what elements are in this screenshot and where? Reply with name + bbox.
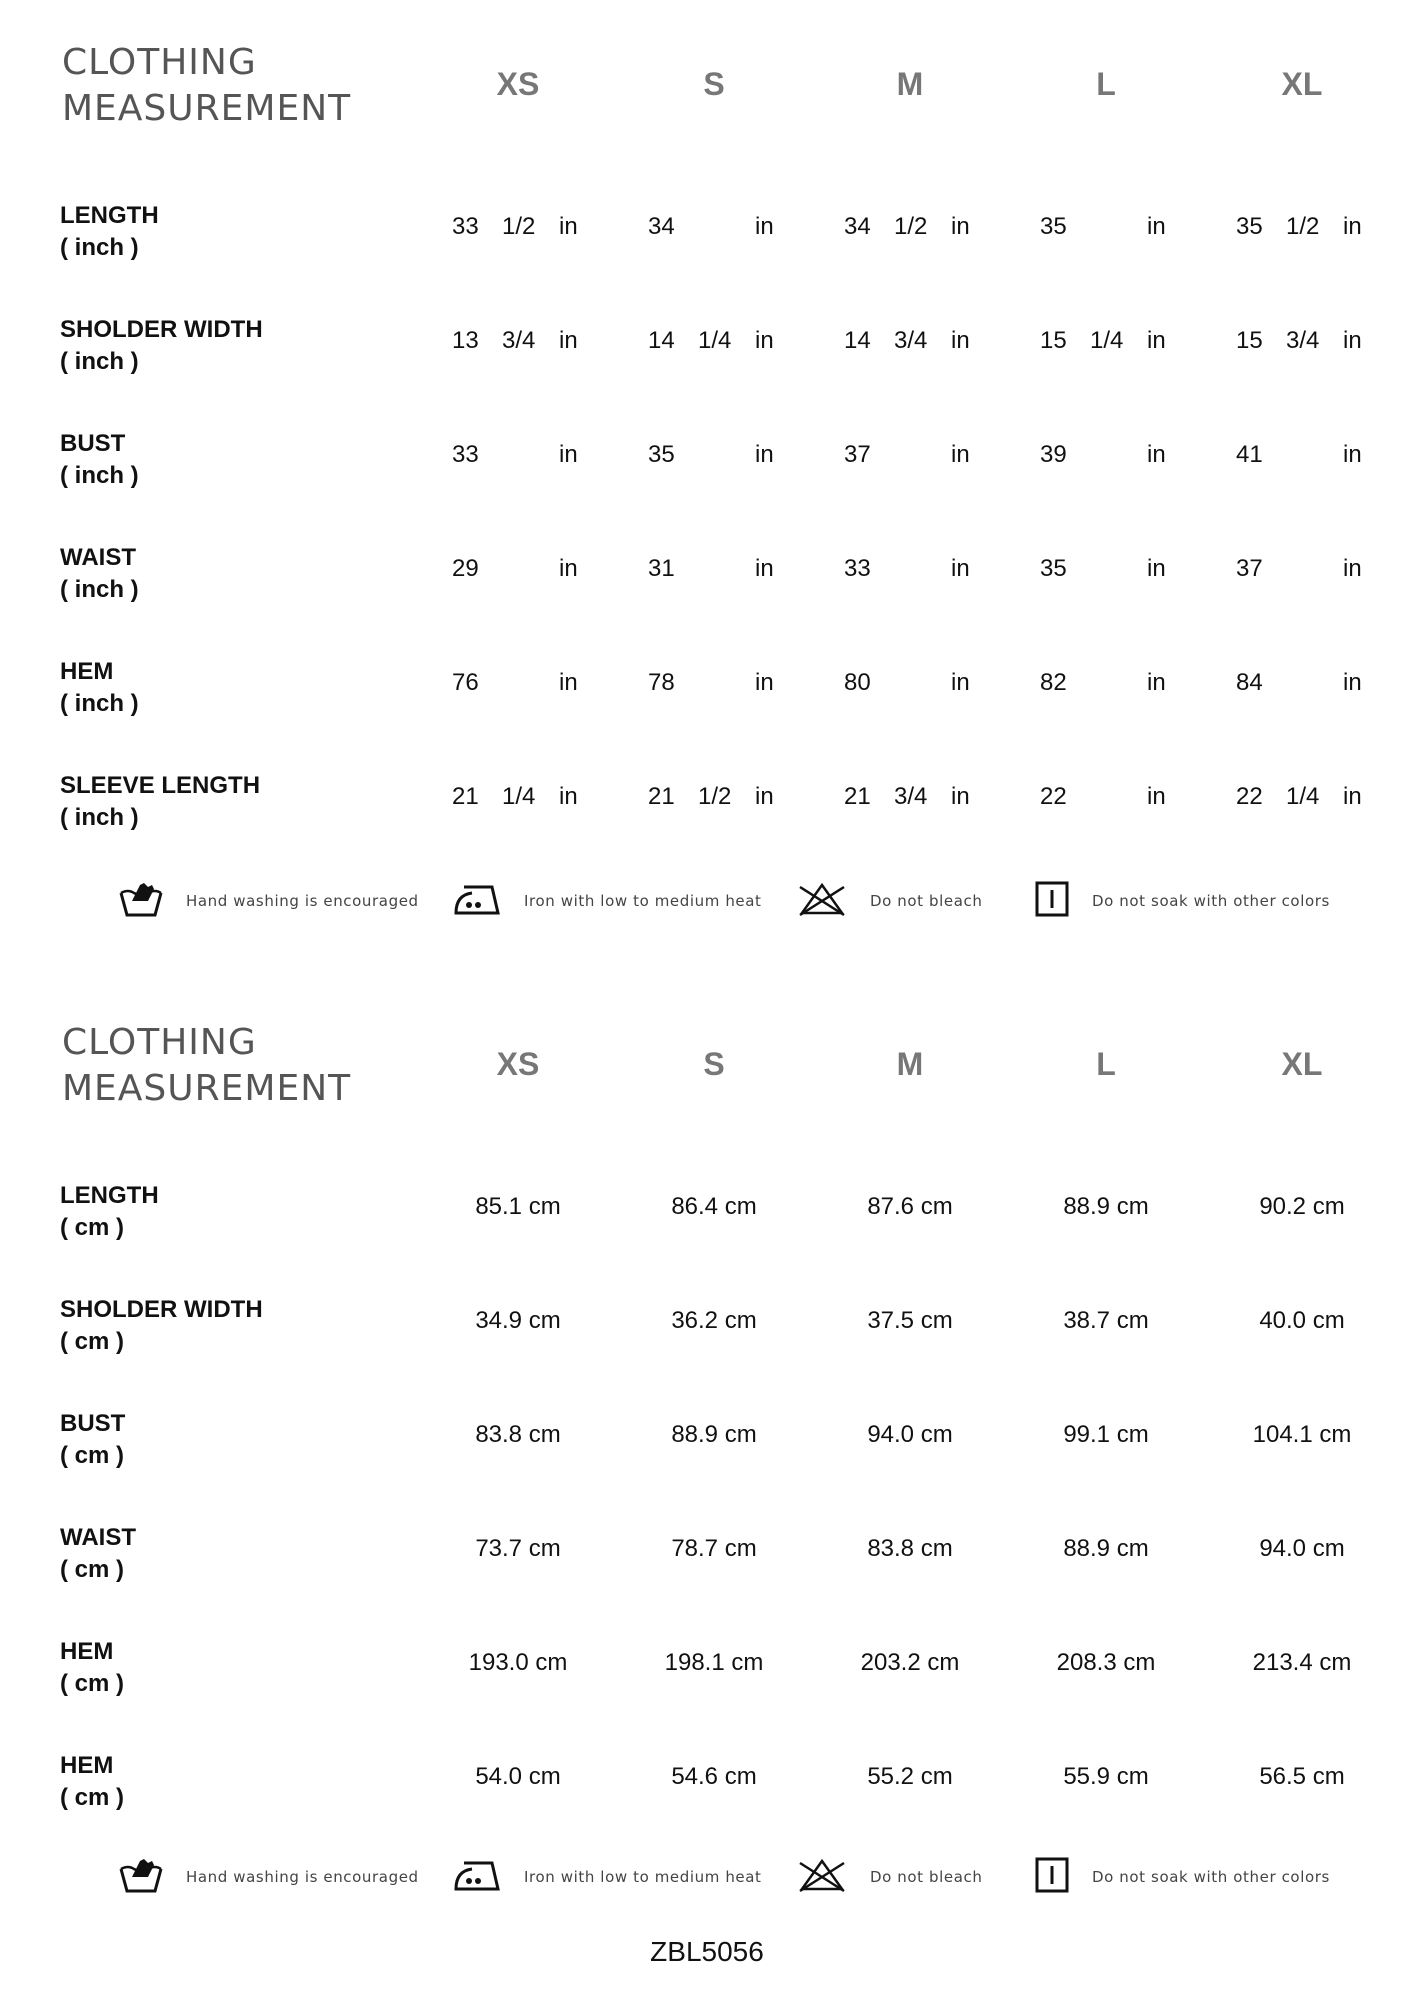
row-label-name: LENGTH [60,1182,159,1209]
care-text: Do not soak with other colors [1092,1868,1330,1886]
value-cm: 203.2 cm [860,1649,960,1676]
value-unit: in [1147,327,1166,354]
value-whole: 76 [452,669,479,696]
value-cm: 34.9 cm [475,1307,561,1334]
value-cm: 85.1 cm [475,1193,561,1220]
care-text: Do not soak with other colors [1092,892,1330,910]
value-cm: 90.2 cm [1259,1193,1345,1220]
value-whole: 21 [648,783,675,810]
value-whole: 35 [1040,555,1067,582]
value-unit: in [559,213,578,240]
value-cm: 54.6 cm [671,1763,757,1790]
value-cm: 94.0 cm [1259,1535,1345,1562]
size-header-l: L [1096,66,1116,102]
care-item [796,1852,983,1902]
value-unit: in [755,213,774,240]
row-label-name: HEM [60,1752,114,1779]
inch-table-title [62,40,351,132]
row-label-name: WAIST [60,544,136,571]
value-whole: 15 [1040,327,1067,354]
row-label-unit: ( cm ) [60,1784,125,1811]
value-whole: 29 [452,555,479,582]
value-whole: 34 [844,213,871,240]
value-unit: in [1343,783,1362,810]
row-label [60,770,260,834]
value-unit: in [1343,327,1362,354]
value-fraction: 1/4 [698,327,732,354]
row-label-unit: ( cm ) [60,1670,125,1697]
value-unit: in [951,441,970,468]
value-whole: 22 [1040,783,1067,810]
value-cm: 40.0 cm [1259,1307,1345,1334]
row-label [60,1750,124,1814]
size-header-xl: XL [1281,66,1323,102]
value-unit: in [1147,441,1166,468]
no-bleach-icon [796,881,848,922]
value-fraction: 1/2 [502,213,536,240]
value-unit: in [559,555,578,582]
value-cm: 193.0 cm [468,1649,568,1676]
value-cm: 86.4 cm [671,1193,757,1220]
value-cm: 99.1 cm [1063,1421,1149,1448]
row-label [60,200,159,264]
value-cm: 88.9 cm [671,1421,757,1448]
value-whole: 13 [452,327,479,354]
value-whole: 33 [452,441,479,468]
value-unit: in [1147,783,1166,810]
row-label-unit: ( cm ) [60,1214,125,1241]
no-soak-icon [1034,1855,1070,1900]
care-item [452,876,762,926]
row-label-name: SHOLDER WIDTH [60,316,263,343]
value-whole: 22 [1236,783,1263,810]
title-line-2: MEASUREMENT [62,1068,352,1109]
row-label-unit: ( inch ) [60,576,139,603]
value-whole: 39 [1040,441,1067,468]
row-label-unit: ( inch ) [60,690,139,717]
care-text: Iron with low to medium heat [524,892,762,910]
value-fraction: 1/4 [1090,327,1124,354]
value-fraction: 1/4 [502,783,536,810]
value-fraction: 1/4 [1286,783,1320,810]
table-row [0,1180,1414,1260]
care-text: Iron with low to medium heat [524,1868,762,1886]
care-text: Hand washing is encouraged [186,892,419,910]
size-header-xl: XL [1281,1046,1323,1082]
value-whole: 33 [452,213,479,240]
inch-measurement-section [0,0,1414,960]
value-unit: in [755,327,774,354]
value-unit: in [559,327,578,354]
value-cm: 88.9 cm [1063,1535,1149,1562]
value-cm: 87.6 cm [867,1193,953,1220]
row-label [60,656,139,720]
row-label-name: WAIST [60,1524,136,1551]
value-fraction: 3/4 [894,327,928,354]
value-unit: in [755,441,774,468]
value-fraction: 3/4 [1286,327,1320,354]
value-cm: 37.5 cm [867,1307,953,1334]
row-label [60,1636,124,1700]
value-fraction: 1/2 [698,783,732,810]
table-row [0,1522,1414,1602]
size-header-m: M [896,66,924,102]
value-cm: 55.2 cm [867,1763,953,1790]
value-cm: 55.9 cm [1063,1763,1149,1790]
value-cm: 78.7 cm [671,1535,757,1562]
size-header-s: S [703,66,725,102]
row-label-unit: ( cm ) [60,1328,125,1355]
row-label-unit: ( cm ) [60,1442,125,1469]
table-row [0,314,1414,394]
value-unit: in [1147,555,1166,582]
value-unit: in [755,783,774,810]
care-item [452,1852,762,1902]
value-whole: 35 [1040,213,1067,240]
table-row [0,1750,1414,1830]
table-row [0,656,1414,736]
value-fraction: 1/2 [1286,213,1320,240]
value-whole: 37 [1236,555,1263,582]
value-cm: 213.4 cm [1252,1649,1352,1676]
value-unit: in [951,669,970,696]
value-cm: 208.3 cm [1056,1649,1156,1676]
value-whole: 31 [648,555,675,582]
value-unit: in [951,555,970,582]
value-whole: 34 [648,213,675,240]
value-cm: 104.1 cm [1252,1421,1352,1448]
row-label-name: HEM [60,1638,114,1665]
value-whole: 84 [1236,669,1263,696]
row-label [60,1522,136,1586]
size-header-m: M [896,1046,924,1082]
row-label-unit: ( inch ) [60,348,139,375]
table-row [0,1636,1414,1716]
row-label-unit: ( inch ) [60,804,139,831]
row-label-name: LENGTH [60,202,159,229]
title-line-1: CLOTHING [62,42,257,83]
title-line-1: CLOTHING [62,1022,257,1063]
value-cm: 83.8 cm [867,1535,953,1562]
iron-icon [452,881,502,922]
value-unit: in [1343,555,1362,582]
value-cm: 198.1 cm [664,1649,764,1676]
value-unit: in [755,555,774,582]
value-whole: 21 [844,783,871,810]
value-whole: 37 [844,441,871,468]
care-item [1034,1852,1330,1902]
value-unit: in [1343,441,1362,468]
value-unit: in [559,441,578,468]
row-label [60,428,139,492]
value-cm: 38.7 cm [1063,1307,1149,1334]
value-cm: 73.7 cm [475,1535,561,1562]
value-fraction: 3/4 [894,783,928,810]
table-row [0,428,1414,508]
value-unit: in [951,213,970,240]
care-instructions [0,1852,1414,1902]
care-item [796,876,983,926]
row-label [60,1294,263,1358]
value-whole: 33 [844,555,871,582]
value-unit: in [559,669,578,696]
value-cm: 88.9 cm [1063,1193,1149,1220]
row-label-name: BUST [60,1410,126,1437]
row-label [60,1180,159,1244]
row-label [60,314,263,378]
table-row [0,542,1414,622]
row-label-unit: ( inch ) [60,234,139,261]
table-row [0,770,1414,850]
size-header-l: L [1096,1046,1116,1082]
hand-wash-icon [118,1855,164,1900]
no-bleach-icon [796,1857,848,1898]
value-cm: 54.0 cm [475,1763,561,1790]
value-whole: 15 [1236,327,1263,354]
value-unit: in [755,669,774,696]
value-unit: in [1343,213,1362,240]
value-whole: 14 [844,327,871,354]
care-instructions [0,876,1414,926]
value-unit: in [1343,669,1362,696]
value-whole: 78 [648,669,675,696]
row-label [60,1408,125,1472]
row-label-name: SHOLDER WIDTH [60,1296,263,1323]
value-whole: 14 [648,327,675,354]
row-label-name: HEM [60,658,114,685]
value-unit: in [951,327,970,354]
value-whole: 21 [452,783,479,810]
value-whole: 80 [844,669,871,696]
size-header-xs: XS [496,66,540,102]
value-unit: in [951,783,970,810]
product-code: ZBL5056 [650,1936,764,1967]
row-label [60,542,139,606]
hand-wash-icon [118,879,164,924]
cm-table-title [62,1020,351,1112]
care-item [118,876,419,926]
care-text: Do not bleach [870,892,983,910]
table-row [0,1408,1414,1488]
value-cm: 83.8 cm [475,1421,561,1448]
value-cm: 56.5 cm [1259,1763,1345,1790]
size-header-xs: XS [496,1046,540,1082]
row-label-name: SLEEVE LENGTH [60,772,261,799]
no-soak-icon [1034,879,1070,924]
value-unit: in [559,783,578,810]
value-whole: 41 [1236,441,1263,468]
care-text: Do not bleach [870,1868,983,1886]
value-whole: 35 [648,441,675,468]
iron-icon [452,1857,502,1898]
value-fraction: 3/4 [502,327,536,354]
value-cm: 94.0 cm [867,1421,953,1448]
row-label-unit: ( inch ) [60,462,139,489]
title-line-2: MEASUREMENT [62,88,352,129]
care-item [118,1852,419,1902]
care-text: Hand washing is encouraged [186,1868,419,1886]
value-whole: 82 [1040,669,1067,696]
size-header-s: S [703,1046,725,1082]
value-fraction: 1/2 [894,213,928,240]
table-row [0,1294,1414,1374]
value-cm: 36.2 cm [671,1307,757,1334]
row-label-name: BUST [60,430,126,457]
table-row [0,200,1414,280]
value-whole: 35 [1236,213,1263,240]
cm-measurement-section [0,980,1414,1920]
value-unit: in [1147,669,1166,696]
row-label-unit: ( cm ) [60,1556,125,1583]
value-unit: in [1147,213,1166,240]
care-item [1034,876,1330,926]
